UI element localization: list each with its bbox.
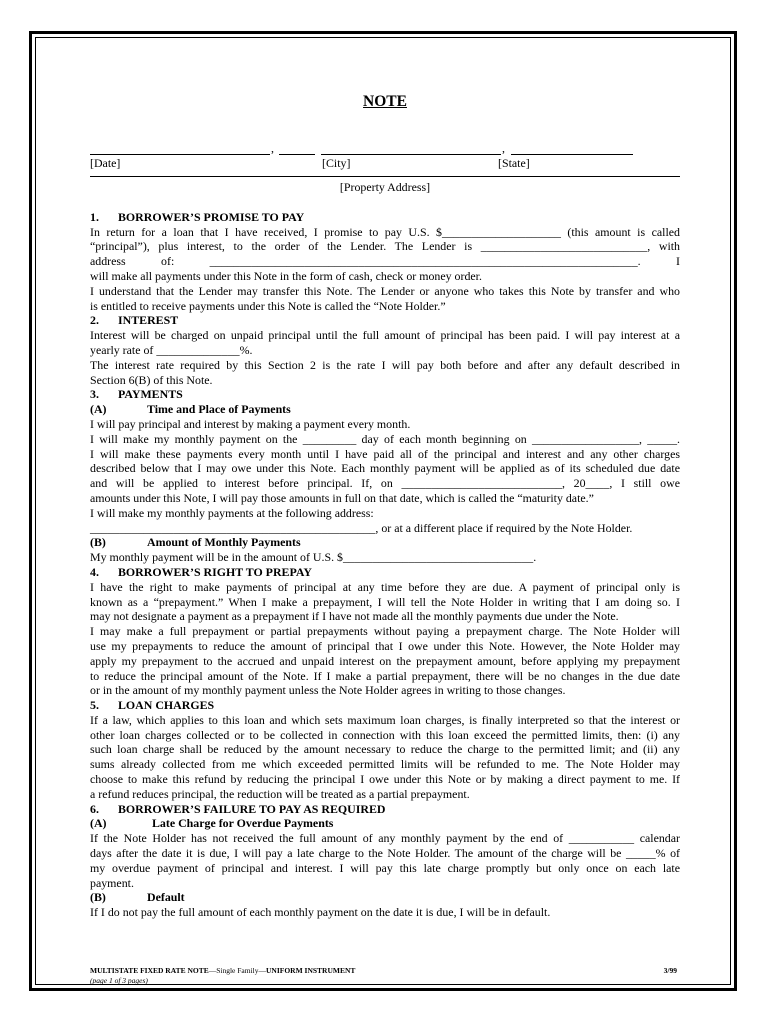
section-5-line: sums already collected from me which exceeded permitted limits will be refunded to me. The Note Holder may (90, 757, 680, 772)
section-3b-heading: (B) Amount of Monthly Payments (90, 535, 301, 550)
section-6-line: If the Note Holder has not received the full amount of any monthly payment by the end of ___________ calendar (90, 831, 680, 846)
section-1-line: is entitled to receive payments under this Note is called the “Note Holder.” (90, 298, 446, 313)
date-city-state-row: , , [Date] [City] [State] (90, 140, 680, 170)
section-3-line: I will pay principal and interest by making a payment every month. (90, 416, 411, 431)
note-body (90, 92, 680, 920)
property-address-label: [Property Address] (339, 180, 431, 194)
section-4-heading: 4. BORROWER’S RIGHT TO PREPAY (90, 564, 312, 579)
section-6-line: my overdue payment of principal and interest. I will pay this late charge promptly but only once on each late (90, 860, 680, 875)
section-4-line: to reduce the principal amount of the Note. If I make a partial prepayment, there will be no changes in the due date (90, 668, 680, 683)
section-1-line: will make all payments under this Note in the form of cash, check or money order. (90, 268, 482, 283)
section-5-line: such loan charge shall be reduced by the amount necessary to reduce the charge to the permitted limit; and (ii) any (90, 742, 680, 757)
section-6-line: days after the date it is due, I will pay a late charge to the Note Holder. The amount of the charge will be _____% of (90, 846, 680, 861)
section-3-line: My monthly payment will be in the amount of U.S. $________________________________. (90, 550, 537, 565)
section-3-line: and will be applied to interest before principal. If, on ___________________________, 20____, I still owe (90, 476, 680, 491)
section-4-line: I may make a full prepayment or partial prepayments without paying a prepayment charge. The Note Holder will (90, 624, 680, 639)
section-3-line: I will make my monthly payments at the following address: (90, 505, 374, 520)
section-3-line: described below that I may owe under this Note. Each monthly payment will be applied as of its scheduled due date (90, 461, 680, 476)
section-3-line: I will make these payments every month until I have paid all of the principal and interest and any other charges (90, 446, 680, 461)
section-3-line: ________________________________________________, or at a different place if required by the Note Holder. (90, 520, 633, 535)
section-4-line: may not designate a payment as a prepayment if I have not made all the monthly payments due under the Note. (90, 609, 619, 624)
date-field[interactable] (90, 140, 270, 155)
property-address-field[interactable] (90, 176, 680, 177)
section-4-line: I have the right to make payments of principal at any time before they are due. A payment of principal only is (90, 579, 680, 594)
section-6-heading: 6. BORROWER’S FAILURE TO PAY AS REQUIRED (90, 801, 386, 816)
section-6b-heading: (B) Default (90, 890, 185, 905)
section-5-line: If a law, which applies to this loan and which sets maximum loan charges, is finally interpreted so that the interest or (90, 712, 680, 727)
page-info: (page 1 of 3 pages) (90, 976, 148, 985)
document-title: NOTE (363, 93, 407, 110)
form-number: 3/99 (663, 966, 677, 975)
form-footer (90, 966, 680, 986)
section-1-heading: 1. BORROWER’S PROMISE TO PAY (90, 209, 305, 224)
section-6a-heading: (A) Late Charge for Overdue Payments (90, 816, 334, 831)
section-4-line: or in the amount of my monthly payment unless the Note Holder agrees in writing to those changes. (90, 683, 566, 698)
section-1-line: In return for a loan that I have received, I promise to pay U.S. $____________________ (this amount is called (90, 224, 680, 239)
state-label: [State] (498, 156, 530, 170)
date-label: [Date] (90, 156, 121, 170)
section-6-line: If I do not pay the full amount of each monthly payment on the date it is due, I will be in default. (90, 905, 551, 920)
section-2-heading: 2. INTEREST (90, 313, 179, 328)
section-3a-heading: (A) Time and Place of Payments (90, 402, 291, 417)
section-3-heading: 3. PAYMENTS (90, 387, 183, 402)
section-5-line: a refund reduces principal, the reduction will be treated as a partial prepayment. (90, 786, 470, 801)
section-1-line: “principal”), plus interest, to the order of the Lender. The Lender is ____________________________, with (90, 239, 680, 254)
section-2-line: The interest rate required by this Section 2 is the rate I will pay both before and after any default described in (90, 357, 680, 372)
city-field[interactable] (321, 140, 501, 155)
section-6-line: payment. (90, 875, 134, 890)
section-2-line: Section 6(B) of this Note. (90, 372, 213, 387)
form-name: MULTISTATE FIXED RATE NOTE—Single Family—UNIFORM INSTRUMENT (90, 966, 356, 975)
section-4-line: known as a “prepayment.” When I make a prepayment, I will tell the Note Holder in writing that I am doing so. I (90, 594, 680, 609)
section-3-line: amounts under this Note, I will pay those amounts in full on that date, which is called the “maturity date.” (90, 490, 594, 505)
section-2-line: Interest will be charged on unpaid principal until the full amount of principal has been paid. I will pay interest at a (90, 328, 680, 343)
section-5-line: other loan charges collected or to be collected in connection with this loan exceed the permitted limits, then: (i) any (90, 727, 680, 742)
section-5-heading: 5. LOAN CHARGES (90, 698, 215, 713)
date-year-field[interactable] (279, 140, 315, 155)
section-3-line: I will make my monthly payment on the _________ day of each month beginning on __________________, _____. (90, 431, 680, 446)
state-field[interactable] (511, 140, 633, 155)
section-1-line: I understand that the Lender may transfer this Note. The Lender or anyone who takes this Note by transfer and who (90, 283, 680, 298)
section-4-line: apply my prepayment to the accrued and unpaid interest on the prepayment amount, before applying my prepayment (90, 653, 680, 668)
section-5-line: choose to make this refund by reducing the principal I owe under this Note or by making a direct payment to me. If (90, 772, 680, 787)
section-2-line: yearly rate of ______________%. (90, 342, 253, 357)
section-4-line: use my prepayments to reduce the amount of principal that I owe under this Note. However, the Note Holder may (90, 638, 680, 653)
city-label: [City] (322, 156, 351, 170)
section-1-line: address of: ________________________________________________________________________. I (90, 254, 680, 269)
